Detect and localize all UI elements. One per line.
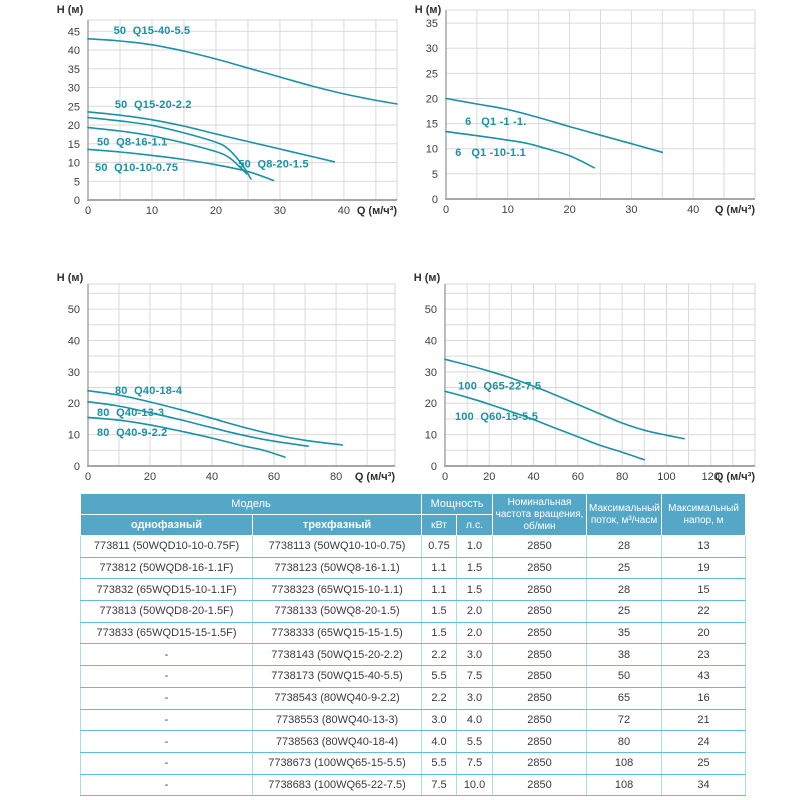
table-row [81, 666, 746, 688]
x-tick-label: 0 [441, 471, 449, 483]
table-row [81, 709, 746, 731]
x-tick-label: 60 [267, 471, 281, 483]
table-cell: 2.0 [457, 601, 493, 623]
table-row [81, 731, 746, 753]
table-row [81, 774, 746, 796]
table-cell: 1.5 [422, 601, 457, 623]
table-cell: 2850 [493, 536, 587, 558]
table-cell: 13 [662, 536, 746, 558]
table-cell: 7738173 (50WQ15-40-5.5) [253, 666, 422, 688]
table-cell: 2850 [493, 601, 587, 623]
table-cell: 1.5 [457, 557, 493, 579]
table-cell: 34 [662, 774, 746, 796]
table-cell: - [81, 709, 253, 731]
y-tick-label: 40 [67, 335, 80, 348]
header-power: Мощность [422, 494, 493, 515]
pump-spec-table [80, 493, 746, 796]
table-row [81, 644, 746, 666]
table-cell: 7738563 (80WQ40-18-4) [253, 731, 422, 753]
x-axis-label: Q (м/ч³) [356, 205, 397, 217]
chart-80wq-curves [0, 260, 400, 495]
table-cell: 50 [587, 666, 662, 688]
table-cell: 2850 [493, 687, 587, 709]
table-cell: 7738123 (50WQ8-16-1.1) [253, 557, 422, 579]
table-cell: - [81, 774, 253, 796]
x-tick-label: 100 [657, 471, 676, 483]
table-cell: 3.0 [457, 644, 493, 666]
table-cell: 7.5 [457, 666, 493, 688]
table-cell: 7738333 (65WQ15-15-1.5) [253, 622, 422, 644]
x-tick-label: 40 [527, 471, 540, 483]
table-cell: - [81, 687, 253, 709]
y-tick-label: 0 [73, 461, 80, 473]
x-tick-label: 20 [563, 204, 576, 216]
table-cell: 1.1 [422, 579, 457, 601]
y-tick-label: 20 [67, 120, 80, 132]
x-axis-label: Q (м/ч³) [714, 204, 755, 216]
table-cell: 19 [662, 557, 746, 579]
curve-label: 80 Q40-18-4 [114, 384, 183, 397]
x-tick-label: 40 [205, 471, 219, 483]
spec-table-section [80, 493, 745, 796]
pump-curve-svg [400, 0, 800, 235]
table-cell: 0.75 [422, 536, 457, 558]
table-cell: 43 [662, 666, 746, 688]
table-cell: 23 [662, 644, 746, 666]
table-cell: 773812 (50WQD8-16-1.1F) [81, 557, 253, 579]
y-tick-label: 50 [67, 304, 80, 317]
table-cell: 2850 [493, 752, 587, 774]
y-tick-label: 5 [431, 168, 438, 181]
table-row [81, 536, 746, 558]
y-tick-label: 30 [67, 82, 80, 95]
table-cell: 773811 (50WQD10-10-0.75F) [81, 536, 253, 558]
table-cell: 2850 [493, 666, 587, 688]
x-tick-label: 40 [687, 204, 700, 216]
y-tick-label: 0 [73, 195, 80, 207]
curve-label: 6 Q1 -1 -1. [465, 116, 527, 129]
curve-label: 80 Q40-9-2.2 [96, 426, 168, 439]
table-cell: 25 [587, 557, 662, 579]
chart-65wq-curves [400, 0, 800, 235]
table-cell: 72 [587, 709, 662, 731]
x-tick-label: 30 [625, 204, 638, 216]
table-cell: 16 [662, 687, 746, 709]
table-body [81, 536, 746, 796]
table-cell: - [81, 731, 253, 753]
table-cell: 7738113 (50WQ10-10-0.75) [253, 536, 422, 558]
y-tick-label: 45 [67, 26, 80, 39]
table-cell: 28 [587, 536, 662, 558]
table-cell: 38 [587, 644, 662, 666]
table-cell: 773813 (50WQD8-20-1.5F) [81, 601, 253, 623]
table-cell: - [81, 752, 253, 774]
header-model: Модель [81, 494, 422, 515]
table-cell: 2.2 [422, 644, 457, 666]
table-cell: 2850 [493, 557, 587, 579]
y-axis-label: H (м) [413, 272, 441, 284]
y-tick-label: 10 [425, 143, 438, 156]
table-cell: 2.0 [457, 622, 493, 644]
table-cell: 2850 [493, 622, 587, 644]
table-cell: 10.0 [457, 774, 493, 796]
x-axis-label: Q (м/ч³) [354, 471, 395, 483]
table-cell: 7.5 [422, 774, 457, 796]
table-cell: 4.0 [422, 731, 457, 753]
table-cell: - [81, 644, 253, 666]
pump-curve-svg [0, 0, 400, 235]
pump-curve-svg [0, 260, 400, 495]
table-cell: 65 [587, 687, 662, 709]
table-cell: 4.0 [457, 709, 493, 731]
table-cell: 21 [662, 709, 746, 731]
table-cell: - [81, 666, 253, 688]
table-row [81, 622, 746, 644]
y-axis-label: H (м) [56, 4, 84, 16]
y-axis-label: H (м) [56, 272, 84, 284]
table-cell: 5.5 [422, 666, 457, 688]
y-tick-label: 20 [67, 398, 80, 411]
table-cell: 2850 [493, 644, 587, 666]
x-tick-label: 60 [571, 471, 584, 483]
table-cell: 7738543 (80WQ40-9-2.2) [253, 687, 422, 709]
x-tick-label: 0 [442, 204, 450, 216]
y-tick-label: 5 [73, 176, 80, 189]
x-tick-label: 0 [84, 471, 92, 483]
table-cell: 2850 [493, 709, 587, 731]
chart-50wq-curves [0, 0, 400, 235]
table-cell: 5.5 [457, 731, 493, 753]
y-tick-label: 50 [424, 304, 437, 317]
table-cell: 2850 [493, 731, 587, 753]
x-tick-label: 30 [273, 205, 287, 217]
y-tick-label: 10 [424, 429, 437, 442]
x-tick-label: 20 [483, 471, 496, 483]
table-cell: 7738553 (80WQ40-13-3) [253, 709, 422, 731]
chart-100wq-curves [400, 260, 800, 495]
pump-curve [445, 359, 684, 438]
curve-label: 80 Q40-13-3 [96, 406, 165, 419]
curve-label: 6 Q1 -10-1.1 [455, 146, 526, 159]
table-cell: 1.5 [422, 622, 457, 644]
table-cell: 25 [662, 752, 746, 774]
header-max-head: Максимальный напор, м [662, 494, 746, 536]
pump-curve-svg [400, 260, 800, 495]
curve-label: 50 Q10-10-0.75 [95, 161, 179, 174]
y-tick-label: 0 [431, 194, 438, 206]
y-tick-label: 0 [430, 461, 437, 473]
curve-label: 100 Q65-22-7.5 [458, 380, 542, 393]
table-cell: 3.0 [457, 687, 493, 709]
x-tick-label: 80 [616, 471, 629, 483]
x-tick-label: 80 [329, 471, 343, 483]
header-speed: Номинальная частота вращения, об/мин [493, 494, 587, 536]
curve-label: 50 Q8-16-1.1 [96, 136, 168, 149]
y-tick-label: 25 [425, 68, 438, 81]
y-tick-label: 10 [67, 429, 80, 442]
header-hp: л.с. [457, 515, 493, 536]
table-cell: 80 [587, 731, 662, 753]
table-cell: 2850 [493, 579, 587, 601]
y-tick-label: 30 [67, 366, 80, 379]
y-axis-label: H (м) [414, 4, 442, 16]
table-row [81, 687, 746, 709]
x-tick-label: 20 [143, 471, 157, 483]
table-cell: 5.5 [422, 752, 457, 774]
y-tick-label: 20 [424, 398, 437, 411]
table-cell: 28 [587, 579, 662, 601]
x-tick-label: 10 [145, 205, 159, 217]
curve-label: 50 Q15-40-5.5 [113, 24, 191, 37]
y-tick-label: 35 [67, 63, 80, 76]
table-row [81, 752, 746, 774]
table-cell: 20 [662, 622, 746, 644]
y-tick-label: 10 [67, 157, 80, 170]
table-cell: 22 [662, 601, 746, 623]
table-cell: 24 [662, 731, 746, 753]
table-header [81, 494, 746, 536]
y-tick-label: 40 [424, 335, 437, 348]
y-tick-label: 15 [425, 118, 438, 131]
x-tick-label: 120 [701, 471, 720, 483]
table-row [81, 601, 746, 623]
table-cell: 773832 (65WQD15-10-1.1F) [81, 579, 253, 601]
y-tick-label: 30 [425, 43, 438, 56]
header-single-phase: однофазный [81, 515, 253, 536]
x-axis-label: Q (м/ч³) [714, 471, 755, 483]
table-cell: 7738673 (100WQ65-15-5.5) [253, 752, 422, 774]
y-tick-label: 30 [424, 366, 437, 379]
table-cell: 2.2 [422, 687, 457, 709]
curve-label: 50 Q8-20-1.5 [238, 158, 309, 171]
table-cell: 108 [587, 752, 662, 774]
y-tick-label: 20 [425, 93, 438, 106]
y-tick-label: 25 [67, 101, 80, 114]
table-cell: 1.0 [457, 536, 493, 558]
table-cell: 7738143 (50WQ15-20-2.2) [253, 644, 422, 666]
table-cell: 7738133 (50WQ8-20-1.5) [253, 601, 422, 623]
table-cell: 25 [587, 601, 662, 623]
x-tick-label: 10 [501, 204, 514, 216]
table-cell: 773833 (65WQD15-15-1.5F) [81, 622, 253, 644]
curve-label: 100 Q60-15-5.5 [454, 410, 539, 423]
table-cell: 7738683 (100WQ65-22-7.5) [253, 774, 422, 796]
table-cell: 15 [662, 579, 746, 601]
y-tick-label: 40 [67, 45, 80, 57]
table-cell: 35 [587, 622, 662, 644]
table-cell: 1.5 [457, 579, 493, 601]
header-kw: кВт [422, 515, 457, 536]
x-tick-label: 20 [209, 205, 223, 217]
table-row [81, 557, 746, 579]
curve-label: 50 Q15-20-2.2 [114, 98, 192, 111]
table-cell: 7738323 (65WQ15-10-1.1) [253, 579, 422, 601]
table-row [81, 579, 746, 601]
table-cell: 1.1 [422, 557, 457, 579]
y-tick-label: 15 [67, 138, 80, 151]
table-cell: 2850 [493, 774, 587, 796]
header-three-phase: трехфазный [253, 515, 422, 536]
pump-curve [445, 391, 644, 459]
y-tick-label: 35 [425, 18, 438, 31]
pump-curve [88, 39, 397, 104]
x-tick-label: 40 [337, 205, 351, 217]
header-max-flow: Максимальный поток, м³/часм [587, 494, 662, 536]
x-tick-label: 0 [84, 205, 92, 217]
table-cell: 7.5 [457, 752, 493, 774]
table-cell: 108 [587, 774, 662, 796]
table-cell: 3.0 [422, 709, 457, 731]
